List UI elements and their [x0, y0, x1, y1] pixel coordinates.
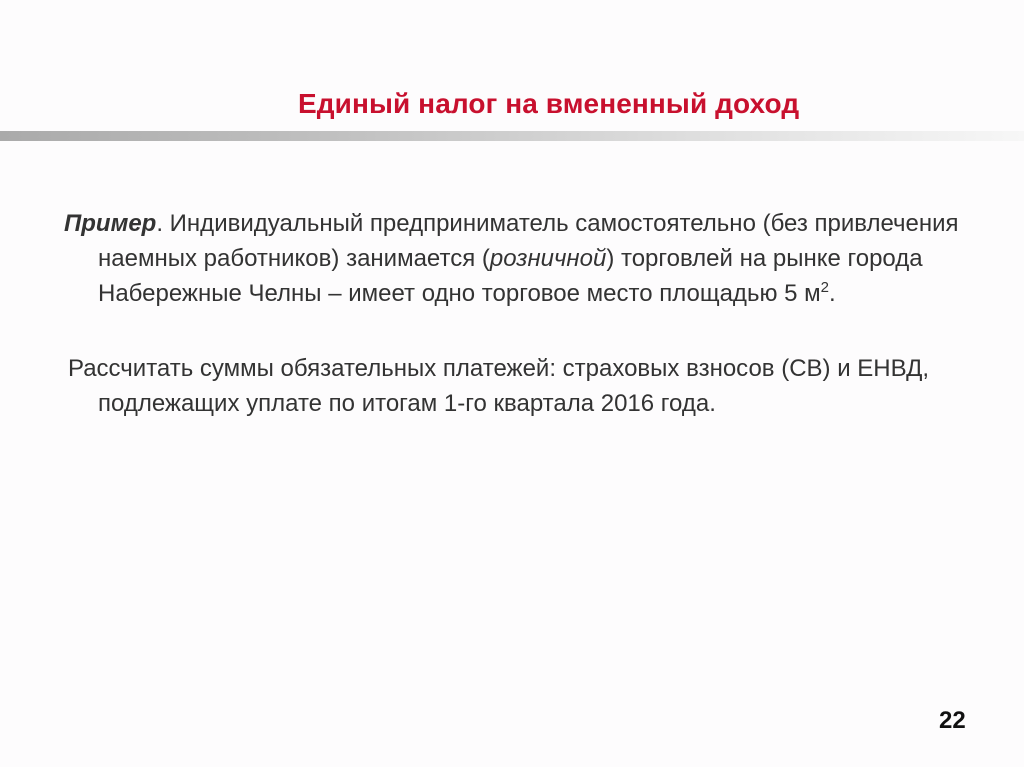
example-italic-word: розничной: [489, 245, 607, 272]
example-text-2: ) торговлей на рынке города Набережные Челны – имеет одно торговое место площадью 5 м: [98, 245, 923, 307]
example-text-1: . Индивидуальный предприниматель самостоятельно (без привлечения наемных работников) занимается (: [98, 210, 959, 272]
example-lead: Пример: [64, 210, 157, 237]
example-paragraph: [64, 206, 998, 311]
slide-title: Единый налог на вмененный доход: [298, 88, 800, 119]
example-text-3: .: [828, 280, 836, 307]
page-number: 22: [939, 707, 966, 734]
title-divider: [0, 131, 1024, 141]
task-paragraph: Рассчитать суммы обязательных платежей: страховых взносов (СВ) и ЕНВД, подлежащих уплате по итогам 1-го квартала 2016 года.: [68, 355, 930, 417]
area-superscript: 2: [820, 279, 829, 296]
